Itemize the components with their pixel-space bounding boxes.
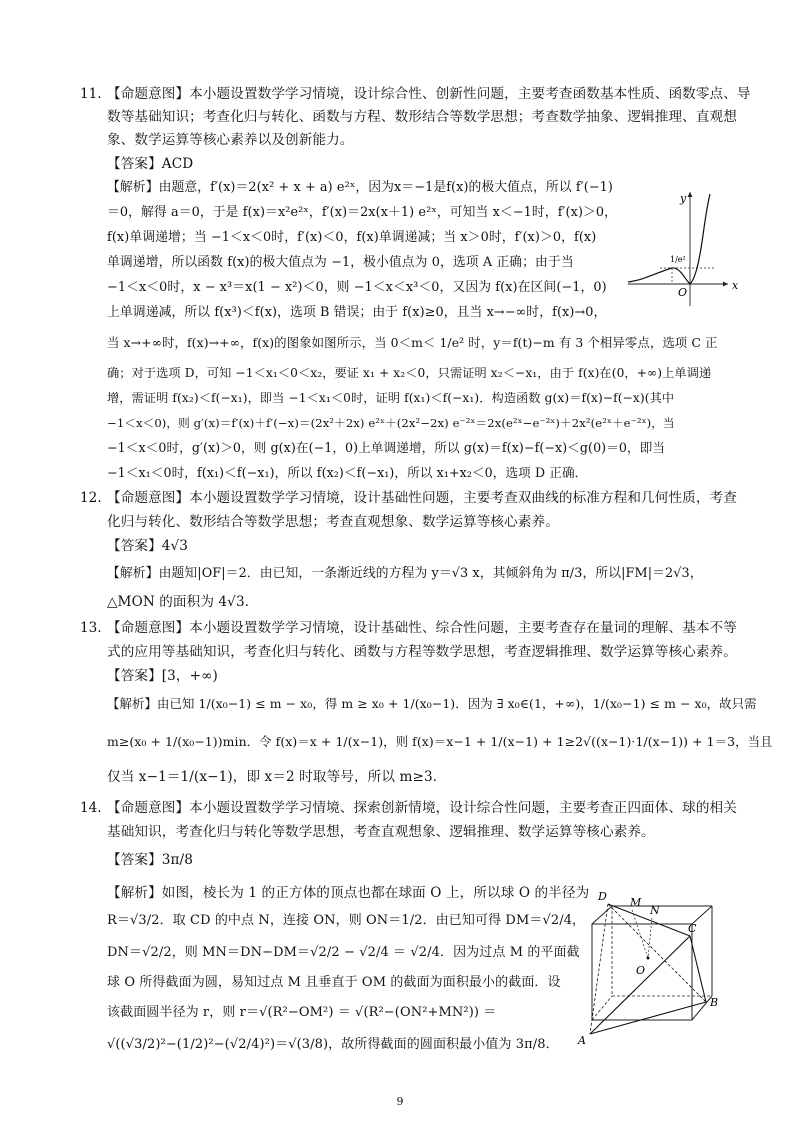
q11-line-1: 【命题意图】本小题设置数学学习情境，设计综合性、创新性问题，主要考查函数基本性质、函数零点、导 <box>107 86 751 102</box>
q14-number: 14. <box>80 800 102 816</box>
q13-line-4: 【解析】由已知 1/(x₀−1) ≤ m − x₀，得 m ≥ x₀ + 1/(x₀−1)．因为 ∃ x₀∈(1，+∞)，1/(x₀−1) ≤ m − x₀，故只需 <box>107 696 757 711</box>
q11-line-7: f(x)单调递增；当 −1＜x＜0时，f′(x)＜0，f(x)单调递减；当 x＞0时，f′(x)＞0，f(x) <box>107 230 597 245</box>
q13-line-1: 【命题意图】本小题设置数学学习情境，设计基础性、综合性问题，主要考查存在量词的理解、基本不等 <box>107 620 737 636</box>
page-number: 9 <box>396 1095 404 1108</box>
q11-line-3: 象、数学运算等核心素养以及创新能力。 <box>107 132 354 148</box>
q11-line-8: 单调递增，所以函数 f(x)的极大值点为 −1，极小值点为 0，选项 A 正确；由于当 <box>107 255 574 270</box>
q11-line-11: 当 x→+∞时，f(x)→+∞，f(x)的图象如图所示，当 0＜m＜ 1/e² 时，y＝f(t)−m 有 3 个相异零点，选项 C 正 <box>107 335 718 350</box>
edge-AB <box>590 1002 706 1034</box>
q14-line-4: 【解析】如图，棱长为 1 的正方体的顶点也都在球面 O 上，所以球 O 的半径为 <box>107 885 590 901</box>
function-graph <box>624 188 744 308</box>
q14-line-1: 【命题意图】本小题设置数学学习情境、探索创新情境，设计综合性问题，主要考查正四面体、球的相关 <box>107 800 737 816</box>
q12-line-1: 【命题意图】本小题设置数学学习情境，设计基础性问题，主要考查双曲线的标准方程和几何性质，考查 <box>107 490 737 506</box>
q14-line-6: DN＝√2/2，则 MN＝DN−DM＝√2/2 − √2/4 ＝ √2/4．因为过点 M 的平面截 <box>107 945 580 960</box>
q14-answer: 【答案】3π/8 <box>107 852 193 868</box>
q13-line-2: 式的应用等基础知识，考查化归与转化、函数与方程等数学思想，考查逻辑推理、数学运算等核心素养。 <box>107 644 737 660</box>
edge-DB <box>608 904 706 1002</box>
q13-answer: 【答案】[3，+∞) <box>107 668 218 684</box>
edge-CA <box>590 936 690 1034</box>
q11-line-13: 增，需证明 f(x₂)＜f(−x₁)，即当 −1＜x₁＜0时，证明 f(x₁)＜f(−x₁)．构造函数 g(x)＝f(x)−f(−x)(其中 <box>107 391 675 405</box>
graph-y-label: y <box>680 192 687 205</box>
cube-label-N: N <box>650 904 660 917</box>
cube-label-O: O <box>636 964 646 977</box>
q11-number: 11. <box>80 86 102 102</box>
q11-line-14: −1＜x＜0)，则 g′(x)＝f′(x)＋f′(−x)＝(2x²＋2x) e²ˣ＋(2x²−2x) e⁻²ˣ＝2x(e²ˣ−e⁻²ˣ)＋2x²(e²ˣ＋e⁻²ˣ)，当 <box>107 416 675 430</box>
q11-line-12: 确；对于选项 D，可知 −1＜x₁＜0＜x₂，要证 x₁ + x₂＜0，只需证明 x₂＜−x₁，由于 f(x)在(0，+∞)上单调递 <box>107 366 712 380</box>
q12-line-2: 化归与转化、数形结合等数学思想；考查直观想象、数学运算等核心素养。 <box>107 514 559 530</box>
graph-origin-label: O <box>678 286 688 299</box>
q13-line-5: m≥(x₀ + 1/(x₀−1))min．令 f(x)＝x + 1/(x−1)，则 f(x)＝x−1 + 1/(x−1) + 1≥2√((x−1)·1/(x−1)) + 1＝3，当且 <box>107 734 773 749</box>
q11-line-10: 上单调递减，所以 f(x³)＜f(x)，选项 B 错误；由于 f(x)≥0，且当 x→−∞时，f(x)→0， <box>107 305 607 320</box>
q12-number: 12. <box>80 490 102 506</box>
q11-answer: 【答案】ACD <box>107 156 194 172</box>
q11-line-5: 【解析】由题意，f′(x)＝2(x² + x + a) e²ˣ，因为x＝−1是f(x)的极大值点，所以 f′(−1) <box>107 180 613 195</box>
q14-line-5: R＝√3/2．取 CD 的中点 N，连接 ON，则 ON＝1/2．由已知可得 DM＝√2/4， <box>107 913 586 928</box>
cube-label-A: A <box>578 1034 586 1047</box>
q14-line-9: √((√3/2)²−(1/2)²−(√2/4)²)＝√(3/8)，故所得截面的圆面积最小值为 3π/8． <box>107 1037 559 1052</box>
q12-line-5: △MON 的面积为 4√3． <box>107 594 259 610</box>
cube-label-B: B <box>710 996 719 1009</box>
q14-line-7: 球 O 所得截面为圆，易知过点 M 且垂直于 OM 的截面为面积最小的截面．设 <box>107 975 561 990</box>
cube-figure <box>572 884 732 1054</box>
q11-line-6: ＝0，解得 a＝0，于是 f(x)＝x²e²ˣ，f′(x)＝2x(x＋1) e²ˣ，可知当 x＜−1时，f′(x)＞0， <box>107 205 618 220</box>
q11-line-16: −1＜x₁＜0时，f(x₁)＜f(−x₁)，所以 f(x₂)＜f(−x₁)，所以 x₁+x₂＜0，选项 D 正确． <box>107 465 588 480</box>
q13-line-6: 仅当 x−1＝1/(x−1)，即 x＝2 时取等号，所以 m≥3． <box>107 769 447 785</box>
q12-answer: 【答案】4√3 <box>107 538 189 554</box>
cube-label-C: C <box>688 922 697 935</box>
edge-DC <box>608 904 690 936</box>
q14-line-2: 基础知识，考查化归与转化等数学思想，考查直观想象、逻辑推理、数学运算等核心素养。 <box>107 824 655 840</box>
q14-line-8: 该截面圆半径为 r，则 r＝√(R²−OM²) ＝ √(R²−(ON²+MN²)) ＝ <box>107 1005 497 1020</box>
q12-line-4: 【解析】由题知|OF|＝2．由已知，一条渐近线的方程为 y＝√3 x，其倾斜角为 π/3，所以|FM|＝2√3， <box>107 566 703 581</box>
graph-curve <box>628 194 710 284</box>
cube-label-M: M <box>630 896 642 909</box>
cube-label-D: D <box>598 890 607 903</box>
q11-line-9: −1＜x＜0时，x − x³＝x(1 − x²)＜0，则 −1＜x＜x³＜0，又因为 f(x)在区间(−1，0) <box>107 280 607 295</box>
q11-line-2: 数等基础知识；考查化归与转化、函数与方程、数形结合等数学思想；考查数学抽象、逻辑推理、直观想 <box>107 109 737 125</box>
graph-tick-label: 1/e² <box>670 255 686 264</box>
q11-line-15: −1＜x＜0时，g′(x)＞0，则 g(x)在(−1，0)上单调递增，所以 g(x)＝f(x)−f(−x)＜g(0)＝0，即当 <box>107 440 666 455</box>
graph-x-label: x <box>732 279 739 292</box>
q13-number: 13. <box>80 620 102 636</box>
